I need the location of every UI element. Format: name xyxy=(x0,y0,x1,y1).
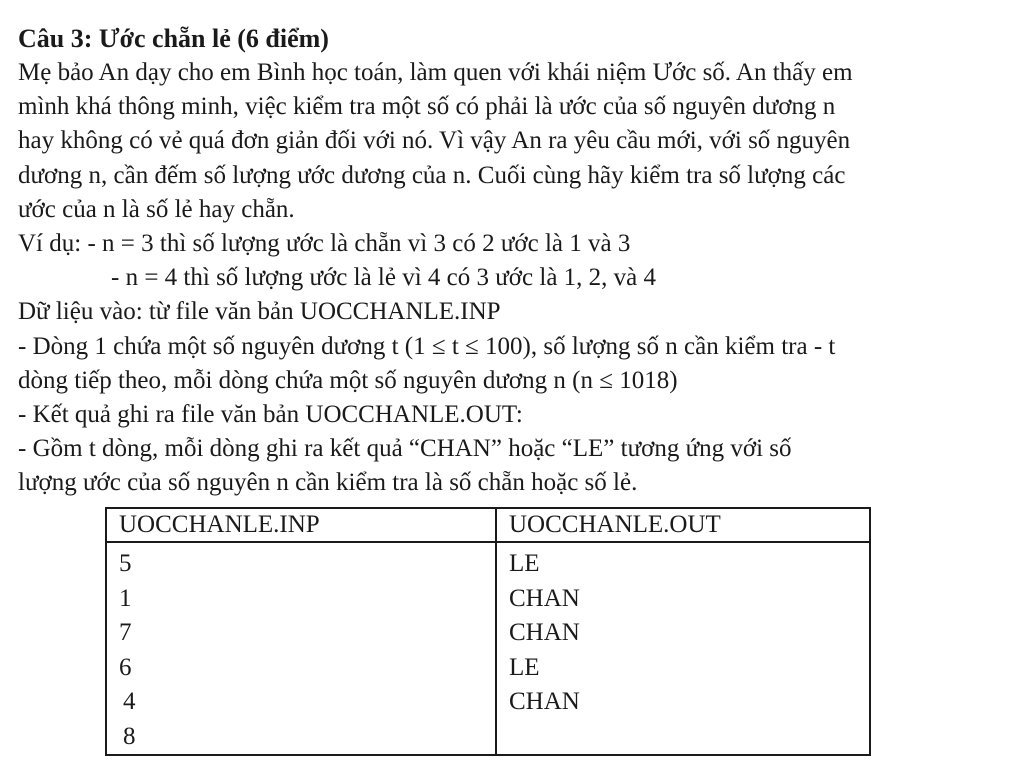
input-value: 7 xyxy=(119,619,132,646)
problem-title: Câu 3: Ước chẵn lẻ (6 điểm) xyxy=(18,24,329,53)
problem-statement xyxy=(18,22,1008,501)
output-value: LE xyxy=(509,653,540,681)
output-value: CHAN xyxy=(509,619,580,646)
input-file-header: UOCCHANLE.INP xyxy=(106,508,496,542)
output-file-header: UOCCHANLE.OUT xyxy=(496,508,870,542)
io-table-header-row xyxy=(106,508,870,542)
input-spec-heading: Dữ liệu vào: từ file văn bản UOCCHANLE.INP xyxy=(18,298,501,326)
input-value: 1 xyxy=(119,584,132,612)
output-spec-line-2: lượng ước của số nguyên n cần kiểm tra là số chẵn hoặc số lẻ. xyxy=(18,469,638,497)
input-spec-line-2: dòng tiếp theo, mỗi dòng chứa một số nguyên dương n (n ≤ 1018) xyxy=(18,366,678,394)
output-spec-heading: - Kết quả ghi ra file văn bản UOCCHANLE.OUT: xyxy=(18,401,523,429)
example-line-2: - n = 4 thì số lượng ước là lẻ vì 4 có 3 ước là 1, 2, và 4 xyxy=(111,264,657,292)
io-example-table xyxy=(105,507,871,756)
input-value: 6 xyxy=(119,653,132,681)
statement-line-5: ước của n là số lẻ hay chẵn. xyxy=(18,195,295,223)
input-value: 8 xyxy=(123,722,136,750)
input-value: 4 xyxy=(123,688,136,715)
input-spec-line-1: - Dòng 1 chứa một số nguyên dương t (1 ≤ t ≤ 100), số lượng số n cần kiểm tra - t xyxy=(18,332,836,360)
output-file-cell xyxy=(496,542,870,755)
output-value: CHAN xyxy=(509,584,580,612)
input-file-cell xyxy=(106,542,496,755)
statement-line-3: hay không có vẻ quá đơn giản đối với nó. Vì vậy An ra yêu cầu mới, với số nguyên xyxy=(18,127,851,155)
output-value: CHAN xyxy=(509,688,580,715)
io-table-body-row xyxy=(106,542,870,755)
output-spec-line-1: - Gồm t dòng, mỗi dòng ghi ra kết quả “CHAN” hoặc “LE” tương ứng với số xyxy=(18,435,792,463)
example-line-1: Ví dụ: - n = 3 thì số lượng ước là chẵn vì 3 có 2 ước là 1 và 3 xyxy=(18,230,631,258)
input-value: 5 xyxy=(119,550,132,577)
output-value: LE xyxy=(509,550,540,577)
statement-line-4: dương n, cần đếm số lượng ước dương của n. Cuối cùng hãy kiểm tra số lượng các xyxy=(18,161,846,189)
statement-line-1: Mẹ bảo An dạy cho em Bình học toán, làm quen với khái niệm Ước số. An thấy em xyxy=(18,59,853,86)
statement-line-2: mình khá thông minh, việc kiểm tra một số có phải là ước của số nguyên dương n xyxy=(18,93,836,121)
